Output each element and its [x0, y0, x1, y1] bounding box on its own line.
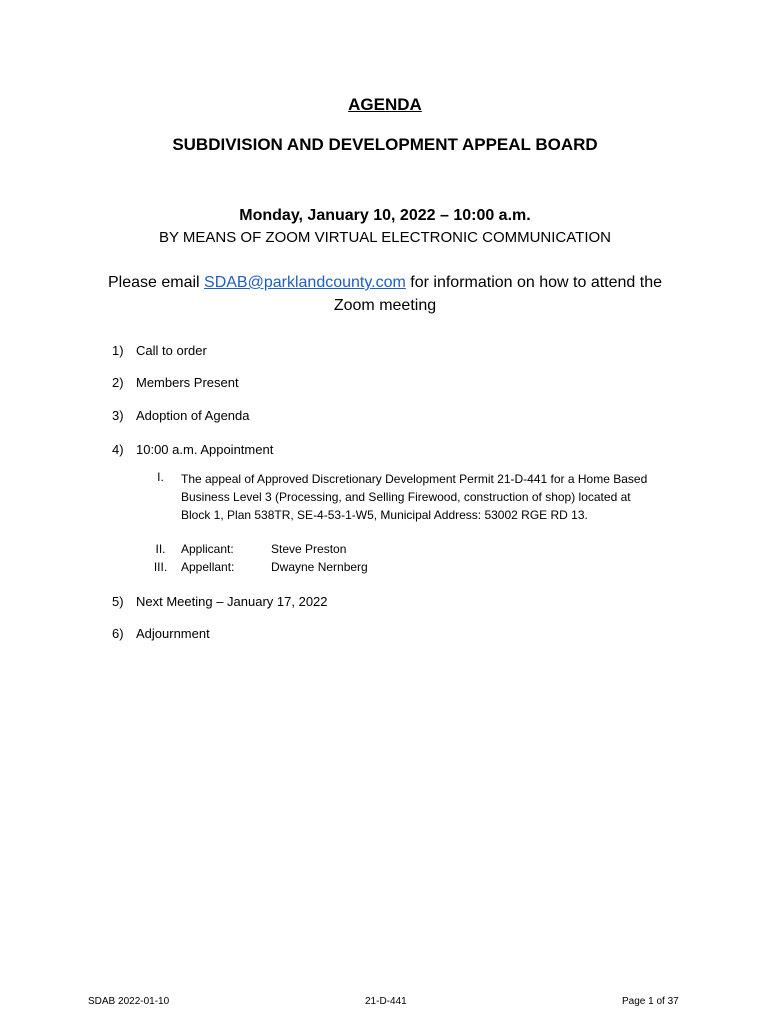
item-number: 3) — [112, 408, 124, 423]
item-number: 4) — [112, 442, 124, 457]
appeal-description: The appeal of Approved Discretionary Development Permit 21-D-441 for a Home Based Business Level 3 (Processing, and Selling Firewood, construction of shop) located at Block 1, Plan 538TR, SE-4-53-1-W5, Municipal Address: 53002 RGE RD 13. — [181, 472, 648, 522]
contact-prefix: Please email — [107, 274, 205, 291]
board-name: SUBDIVISION AND DEVELOPMENT APPEAL BOARD — [172, 135, 598, 154]
appointment-appeal — [140, 470, 661, 524]
roman-numeral: I. — [157, 470, 164, 484]
agenda-item-call-to-order — [112, 343, 207, 358]
agenda-title: AGENDA — [348, 95, 422, 114]
appointment-appellant — [140, 560, 368, 574]
roman-numeral: II. — [155, 542, 166, 556]
item-number: 2) — [112, 375, 124, 390]
item-text: Adoption of Agenda — [136, 408, 250, 423]
role-label: Applicant: — [181, 542, 234, 556]
person-name: Dwayne Nernberg — [271, 560, 368, 574]
item-text: Adjournment — [136, 626, 210, 641]
footer-center: 21-D-441 — [365, 996, 407, 1007]
appointment-applicant — [140, 542, 346, 556]
item-text: Call to order — [136, 343, 207, 358]
agenda-item-members-present — [112, 375, 239, 390]
role-label: Appellant: — [181, 560, 235, 574]
agenda-item-appointment — [112, 442, 273, 457]
item-number: 1) — [112, 343, 124, 358]
agenda-item-next-meeting — [112, 594, 328, 609]
person-name: Steve Preston — [271, 542, 347, 556]
agenda-item-adjournment — [112, 626, 210, 641]
email-link[interactable]: SDAB@parklandcounty.com — [204, 274, 406, 291]
item-number: 5) — [112, 594, 124, 609]
agenda-item-adoption — [112, 408, 250, 423]
footer-page-number: Page 1 of 37 — [622, 996, 679, 1007]
meeting-date: Monday, January 10, 2022 – 10:00 a.m. — [239, 207, 531, 224]
item-number: 6) — [112, 626, 124, 641]
item-text: 10:00 a.m. Appointment — [136, 442, 274, 457]
item-text: Next Meeting – January 17, 2022 — [136, 594, 328, 609]
contact-suffix: for information on how to attend the Zoom meeting — [333, 274, 662, 314]
contact-instructions — [90, 271, 680, 317]
roman-numeral: III. — [153, 560, 168, 574]
item-text: Members Present — [136, 375, 239, 390]
footer-left: SDAB 2022-01-10 — [88, 996, 170, 1007]
meeting-means: BY MEANS OF ZOOM VIRTUAL ELECTRONIC COMMUNICATION — [159, 229, 611, 246]
